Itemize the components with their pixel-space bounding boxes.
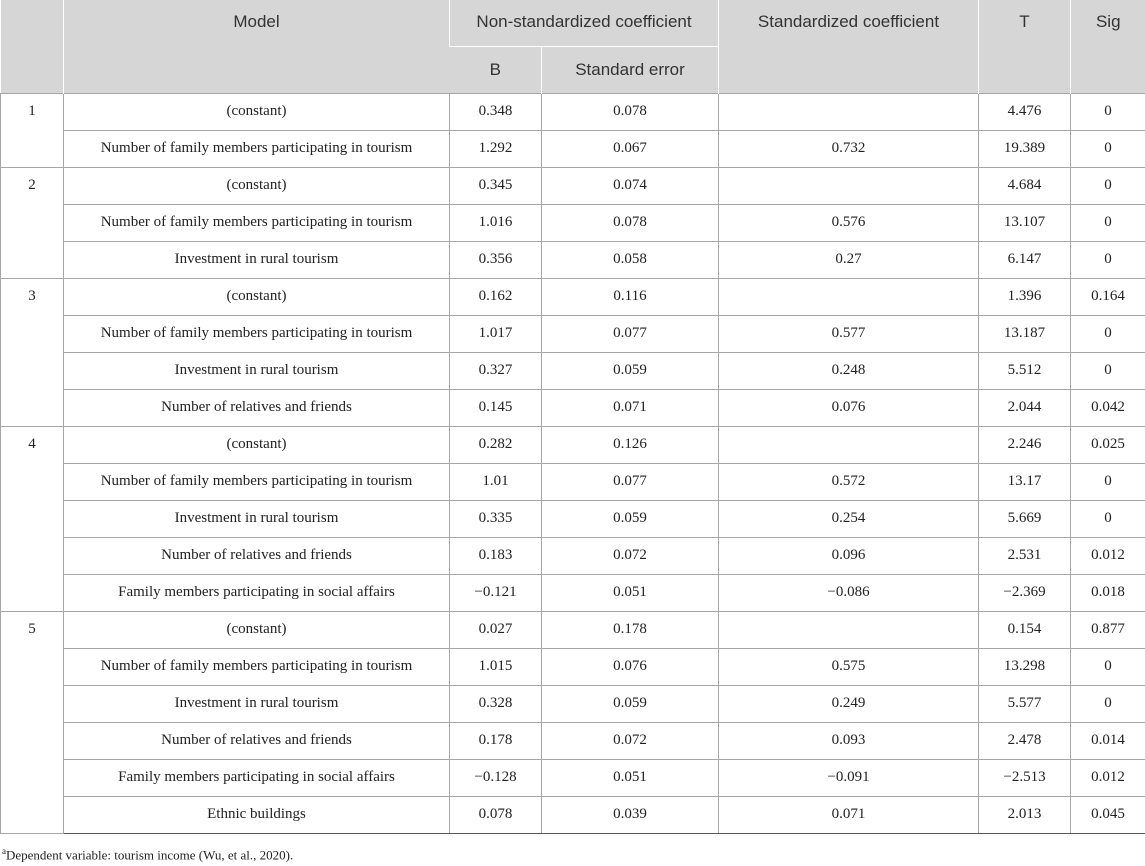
cell-b: 0.327 [450, 352, 542, 389]
cell-standardized: 0.577 [719, 315, 979, 352]
table-row [1, 574, 1145, 611]
cell-variable: Family members participating in social affairs [64, 574, 450, 611]
cell-t: 2.531 [979, 537, 1071, 574]
cell-t: 2.246 [979, 426, 1071, 463]
cell-variable: Investment in rural tourism [64, 352, 450, 389]
cell-standard-error: 0.059 [542, 352, 719, 389]
cell-b: 0.078 [450, 796, 542, 833]
cell-variable: Number of family members participating in tourism [64, 463, 450, 500]
cell-b: 1.015 [450, 648, 542, 685]
cell-standardized: 0.248 [719, 352, 979, 389]
table-header [1, 0, 1145, 93]
cell-standardized: 0.254 [719, 500, 979, 537]
cell-standard-error: 0.126 [542, 426, 719, 463]
cell-t: 5.669 [979, 500, 1071, 537]
cell-b: 0.162 [450, 278, 542, 315]
header-b: B [450, 46, 542, 93]
footnote-marker: a [2, 846, 6, 856]
header-standardized: Standardized coefficient [719, 0, 979, 93]
cell-sig: 0.012 [1071, 537, 1145, 574]
header-blank [1, 0, 64, 93]
cell-b: 0.145 [450, 389, 542, 426]
cell-b: 1.017 [450, 315, 542, 352]
cell-t: 1.396 [979, 278, 1071, 315]
cell-standardized [719, 93, 979, 130]
cell-variable: Number of family members participating in tourism [64, 130, 450, 167]
cell-variable: (constant) [64, 278, 450, 315]
cell-sig: 0 [1071, 93, 1145, 130]
cell-standard-error: 0.051 [542, 759, 719, 796]
cell-standardized [719, 167, 979, 204]
table-row [1, 426, 1145, 463]
cell-sig: 0 [1071, 463, 1145, 500]
cell-t: 5.577 [979, 685, 1071, 722]
cell-b: 0.348 [450, 93, 542, 130]
table-row [1, 537, 1145, 574]
cell-standard-error: 0.072 [542, 722, 719, 759]
cell-standardized: 0.732 [719, 130, 979, 167]
table-row [1, 796, 1145, 833]
cell-t: −2.369 [979, 574, 1071, 611]
cell-sig: 0 [1071, 241, 1145, 278]
cell-standardized: 0.249 [719, 685, 979, 722]
cell-standard-error: 0.058 [542, 241, 719, 278]
cell-standard-error: 0.078 [542, 93, 719, 130]
table-row [1, 722, 1145, 759]
cell-model-number: 1 [1, 93, 64, 167]
table-row [1, 685, 1145, 722]
cell-variable: (constant) [64, 167, 450, 204]
header-model: Model [64, 0, 450, 93]
cell-t: 2.013 [979, 796, 1071, 833]
cell-b: 0.345 [450, 167, 542, 204]
cell-b: −0.128 [450, 759, 542, 796]
cell-b: 1.016 [450, 204, 542, 241]
table-row [1, 648, 1145, 685]
header-nonstandardized: Non-standardized coefficient [450, 0, 719, 46]
table-row [1, 611, 1145, 648]
cell-variable: Number of relatives and friends [64, 537, 450, 574]
cell-standard-error: 0.059 [542, 500, 719, 537]
cell-standard-error: 0.071 [542, 389, 719, 426]
cell-variable: (constant) [64, 93, 450, 130]
cell-t: 19.389 [979, 130, 1071, 167]
cell-standard-error: 0.039 [542, 796, 719, 833]
cell-standardized: 0.076 [719, 389, 979, 426]
cell-b: 1.292 [450, 130, 542, 167]
cell-t: 2.044 [979, 389, 1071, 426]
cell-standardized: 0.576 [719, 204, 979, 241]
cell-sig: 0 [1071, 130, 1145, 167]
header-standard-error: Standard error [542, 46, 719, 93]
cell-standardized: −0.091 [719, 759, 979, 796]
cell-standard-error: 0.051 [542, 574, 719, 611]
cell-model-number: 5 [1, 611, 64, 833]
cell-b: 0.282 [450, 426, 542, 463]
cell-b: 0.178 [450, 722, 542, 759]
table-row [1, 759, 1145, 796]
cell-variable: Number of family members participating in tourism [64, 315, 450, 352]
cell-standard-error: 0.178 [542, 611, 719, 648]
cell-standard-error: 0.074 [542, 167, 719, 204]
cell-sig: 0.014 [1071, 722, 1145, 759]
table-row [1, 167, 1145, 204]
cell-variable: Investment in rural tourism [64, 241, 450, 278]
cell-sig: 0.045 [1071, 796, 1145, 833]
cell-sig: 0.025 [1071, 426, 1145, 463]
cell-sig: 0 [1071, 167, 1145, 204]
cell-variable: Family members participating in social affairs [64, 759, 450, 796]
footnote-text: Dependent variable: tourism income (Wu, et al., 2020). [6, 847, 294, 863]
cell-standardized: 0.27 [719, 241, 979, 278]
cell-variable: (constant) [64, 426, 450, 463]
table-body [1, 93, 1145, 833]
cell-standardized: −0.086 [719, 574, 979, 611]
table-row [1, 389, 1145, 426]
cell-standard-error: 0.076 [542, 648, 719, 685]
cell-sig: 0.012 [1071, 759, 1145, 796]
cell-standard-error: 0.059 [542, 685, 719, 722]
cell-standardized: 0.575 [719, 648, 979, 685]
table-row [1, 130, 1145, 167]
table-row [1, 463, 1145, 500]
table-row [1, 93, 1145, 130]
cell-standard-error: 0.067 [542, 130, 719, 167]
cell-standardized: 0.096 [719, 537, 979, 574]
cell-standardized [719, 611, 979, 648]
table-row [1, 241, 1145, 278]
cell-t: −2.513 [979, 759, 1071, 796]
cell-standard-error: 0.072 [542, 537, 719, 574]
cell-t: 13.187 [979, 315, 1071, 352]
cell-b: 1.01 [450, 463, 542, 500]
cell-standardized [719, 278, 979, 315]
cell-b: −0.121 [450, 574, 542, 611]
cell-standardized: 0.093 [719, 722, 979, 759]
cell-b: 0.356 [450, 241, 542, 278]
header-t: T [979, 0, 1071, 93]
table-row [1, 278, 1145, 315]
cell-t: 4.684 [979, 167, 1071, 204]
table-row [1, 500, 1145, 537]
cell-sig: 0.164 [1071, 278, 1145, 315]
cell-t: 4.476 [979, 93, 1071, 130]
cell-sig: 0 [1071, 204, 1145, 241]
cell-variable: Ethnic buildings [64, 796, 450, 833]
cell-standardized [719, 426, 979, 463]
cell-t: 2.478 [979, 722, 1071, 759]
cell-variable: Investment in rural tourism [64, 500, 450, 537]
cell-sig: 0.877 [1071, 611, 1145, 648]
cell-sig: 0 [1071, 352, 1145, 389]
cell-t: 13.298 [979, 648, 1071, 685]
cell-variable: (constant) [64, 611, 450, 648]
cell-standard-error: 0.077 [542, 463, 719, 500]
cell-sig: 0 [1071, 685, 1145, 722]
cell-t: 6.147 [979, 241, 1071, 278]
cell-standard-error: 0.116 [542, 278, 719, 315]
cell-sig: 0 [1071, 648, 1145, 685]
cell-model-number: 4 [1, 426, 64, 611]
table-footnote [2, 846, 293, 863]
cell-variable: Number of family members participating in tourism [64, 648, 450, 685]
cell-t: 13.17 [979, 463, 1071, 500]
cell-sig: 0 [1071, 500, 1145, 537]
cell-variable: Number of family members participating in tourism [64, 204, 450, 241]
cell-standard-error: 0.078 [542, 204, 719, 241]
cell-b: 0.328 [450, 685, 542, 722]
cell-sig: 0 [1071, 315, 1145, 352]
table-row [1, 204, 1145, 241]
cell-b: 0.027 [450, 611, 542, 648]
cell-variable: Investment in rural tourism [64, 685, 450, 722]
table-row [1, 315, 1145, 352]
cell-standard-error: 0.077 [542, 315, 719, 352]
cell-t: 13.107 [979, 204, 1071, 241]
cell-sig: 0.042 [1071, 389, 1145, 426]
cell-t: 5.512 [979, 352, 1071, 389]
cell-sig: 0.018 [1071, 574, 1145, 611]
cell-variable: Number of relatives and friends [64, 389, 450, 426]
cell-model-number: 3 [1, 278, 64, 426]
table-row [1, 352, 1145, 389]
cell-variable: Number of relatives and friends [64, 722, 450, 759]
cell-t: 0.154 [979, 611, 1071, 648]
cell-model-number: 2 [1, 167, 64, 278]
cell-standardized: 0.572 [719, 463, 979, 500]
cell-b: 0.183 [450, 537, 542, 574]
cell-standardized: 0.071 [719, 796, 979, 833]
header-sig: Sig [1071, 0, 1145, 93]
cell-b: 0.335 [450, 500, 542, 537]
